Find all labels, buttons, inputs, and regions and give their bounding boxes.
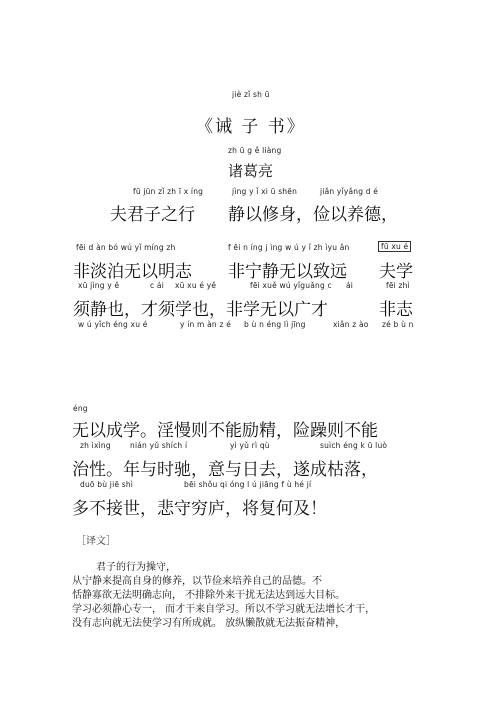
line6-pinyin-b: nián yǔ shích í bbox=[130, 441, 188, 450]
translation-line-4: 学习必须静心专一， 而才干来自学习。所以不学习就无法增长才干， bbox=[72, 604, 376, 615]
line3-pinyin-c: xū xu é yě bbox=[175, 281, 217, 290]
line4-pinyin-c: b ù n éng lì jīng bbox=[244, 320, 306, 329]
line6-pinyin-d: suìch éng k ū luò bbox=[320, 441, 388, 450]
line3-pinyin-f: fēi zhì bbox=[386, 281, 410, 290]
line1-pinyin-b: jìng y ǐ xi ū shēn bbox=[232, 187, 298, 196]
line6-pinyin-a: zh ìxìng bbox=[80, 441, 111, 450]
line3-pinyin-a: xū jìng y ě bbox=[78, 281, 120, 290]
line3-pinyin-d: fēi xuě wú yǐguǎng c bbox=[250, 281, 332, 290]
translation-label: ［译文］ bbox=[76, 536, 116, 547]
translation-line-5: 没有志向就无法使学习有所成就。 放纵懒散就无法振奋精神， bbox=[72, 618, 346, 629]
line2-pinyin-a: fēi d àn bó wú yǐ míng zh bbox=[76, 243, 176, 252]
line1-pinyin-a: fū jūn zǐ zh ī x íng bbox=[133, 187, 204, 196]
line4-pinyin-b: y ín m àn z é bbox=[180, 320, 232, 329]
line7-pinyin-a: duō bù jiē shì bbox=[80, 480, 134, 489]
line7-pinyin-b: bēi shǒu qi óng l ú jiāng f ù hé jí bbox=[184, 480, 312, 489]
author-pinyin: zh ū g ě liàng bbox=[228, 146, 282, 155]
line2-text-c: 夫学 bbox=[379, 262, 413, 282]
translation-line-2: 从宁静来提高自身的修养，以节俭来培养自己的品德。不 bbox=[72, 576, 322, 587]
line5-text: 无以成学。淫慢则不能励精，险躁则不能 bbox=[72, 421, 378, 441]
translation-line-1: 君子的行为操守， bbox=[96, 562, 176, 573]
line1-text-a: 夫君子之行 bbox=[110, 205, 195, 225]
line3-pinyin-e: ái bbox=[346, 281, 354, 290]
line2-pinyin-b: f ēi n íng j ìng w ú y ǐ zh ìyu ǎn bbox=[228, 243, 350, 252]
translation-line-3: 恬静寡欲无法明确志向， 不排除外来干扰无法达到远大目标。 bbox=[72, 590, 346, 601]
line2-text-a: 非淡泊无以明志 bbox=[73, 262, 192, 282]
line2-pinyin-c-boxed: fū xu é bbox=[378, 241, 411, 252]
line5-pinyin: éng bbox=[73, 404, 88, 413]
author-name: 诸葛亮 bbox=[228, 162, 274, 180]
title-pinyin: jiè zǐ sh ū bbox=[232, 90, 270, 99]
line7-text: 多不接世，悲守穷庐，将复何及！ bbox=[72, 499, 327, 519]
line1-text-b: 静以修身，俭以养德， bbox=[228, 205, 398, 225]
line6-pinyin-c: yì yǔ rì qù bbox=[230, 441, 270, 450]
line3-pinyin-b: c ái bbox=[150, 281, 164, 290]
line4-pinyin-e: zé b ù n bbox=[382, 320, 414, 329]
line1-pinyin-c: jiǎn yǐyǎng d é bbox=[320, 187, 379, 196]
line4-pinyin-a: w ú yǐch éng xu é bbox=[78, 320, 148, 329]
line2-text-b: 非宁静无以致远 bbox=[228, 262, 347, 282]
page-title: 《诫 子 书》 bbox=[196, 117, 306, 137]
line4-pinyin-d: xiǎn z ào bbox=[333, 320, 369, 329]
line3-text-b: 非志 bbox=[379, 300, 413, 320]
line6-text: 治性。年与时驰，意与日去，遂成枯落， bbox=[72, 460, 378, 480]
line3-text-a: 须静也，才须学也，非学无以广才 bbox=[73, 300, 328, 320]
